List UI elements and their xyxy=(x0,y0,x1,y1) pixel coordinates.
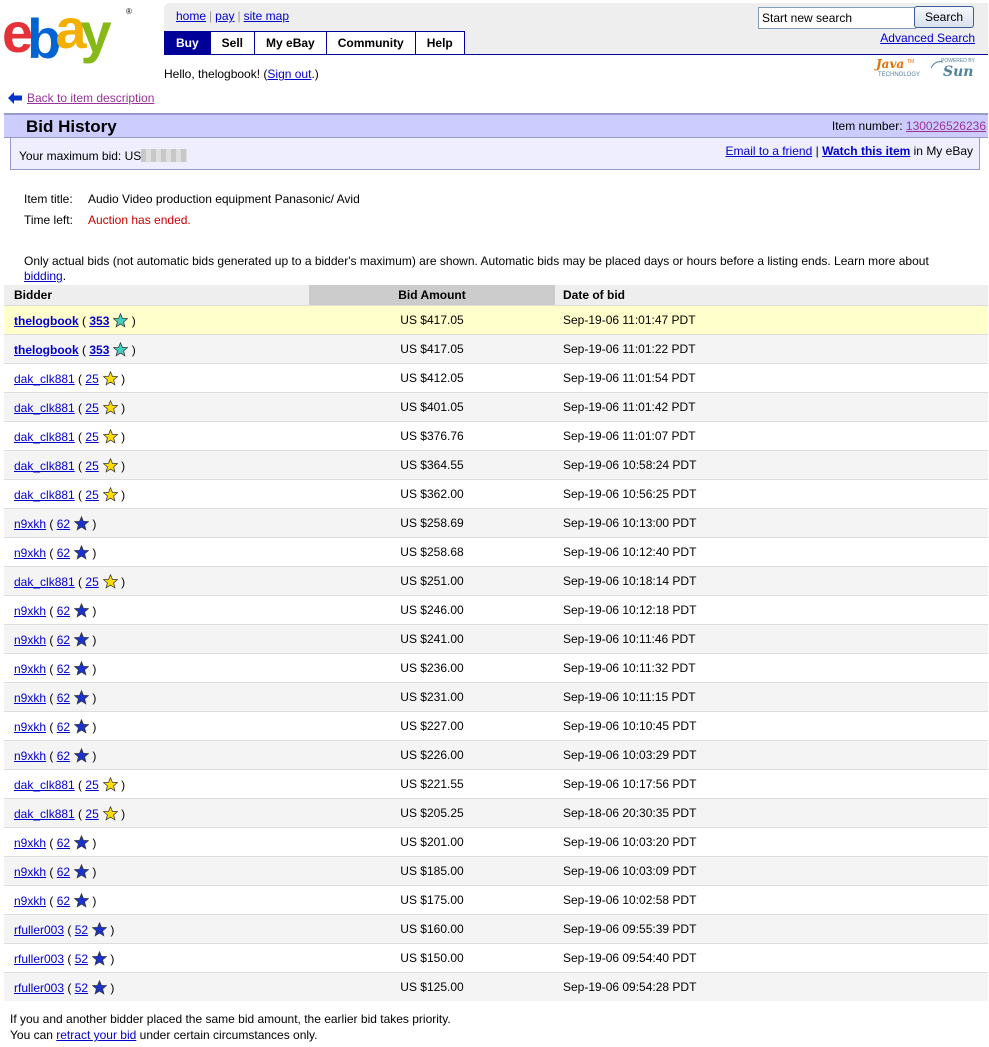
max-bid xyxy=(19,149,187,163)
feedback-star-icon[interactable] xyxy=(74,516,89,531)
bidder-cell: n9xkh ( 62 ) xyxy=(4,712,309,741)
table-row xyxy=(4,509,988,538)
feedback-star-icon[interactable] xyxy=(74,719,89,734)
feedback-star-icon[interactable] xyxy=(74,545,89,560)
bidder-link[interactable]: dak_clk881 xyxy=(14,429,75,444)
max-bid-label: Your maximum bid: US xyxy=(19,149,142,163)
tab-help[interactable]: Help xyxy=(415,31,465,54)
item-actions xyxy=(726,144,973,158)
bid-amount-cell: US $221.55 xyxy=(309,770,555,799)
table-row xyxy=(4,886,988,915)
item-info xyxy=(24,192,360,234)
bids-note xyxy=(24,254,959,284)
table-row xyxy=(4,335,988,364)
advanced-search-link[interactable]: Advanced Search xyxy=(880,31,975,45)
bid-history-table xyxy=(4,285,988,1001)
feedback-star-icon[interactable] xyxy=(103,487,118,502)
bid-amount-cell: US $185.00 xyxy=(309,857,555,886)
feedback-star-icon[interactable] xyxy=(103,458,118,473)
bidder-link[interactable]: n9xkh xyxy=(14,835,47,850)
bid-amount-cell: US $201.00 xyxy=(309,828,555,857)
svg-text:TECHNOLOGY: TECHNOLOGY xyxy=(878,72,921,78)
search-button[interactable]: Search xyxy=(914,6,974,28)
bid-date-cell: Sep-19-06 11:01:42 PDT xyxy=(555,393,988,422)
feedback-star-icon[interactable] xyxy=(103,371,118,386)
item-number xyxy=(832,119,986,133)
feedback-score-link[interactable]: 353 xyxy=(89,313,110,328)
bidder-link[interactable]: n9xkh xyxy=(14,893,47,908)
bid-date-cell: Sep-19-06 11:01:07 PDT xyxy=(555,422,988,451)
bid-amount-cell: US $150.00 xyxy=(309,944,555,973)
bidder-cell: thelogbook ( 353 ) xyxy=(4,335,309,364)
time-left-value: Auction has ended. xyxy=(88,213,191,227)
bid-amount-cell: US $401.05 xyxy=(309,393,555,422)
sun-logo xyxy=(929,56,989,80)
greeting xyxy=(164,67,319,81)
bidder-cell: n9xkh ( 62 ) xyxy=(4,625,309,654)
table-row xyxy=(4,915,988,944)
feedback-star-icon[interactable] xyxy=(74,603,89,618)
bidder-link[interactable]: dak_clk881 xyxy=(14,574,75,589)
bidding-link[interactable]: bidding xyxy=(24,269,63,283)
bidder-cell: dak_clk881 ( 25 ) xyxy=(4,799,309,828)
bid-amount-cell: US $227.00 xyxy=(309,712,555,741)
table-row xyxy=(4,683,988,712)
bid-amount-cell: US $258.68 xyxy=(309,538,555,567)
bidder-cell: n9xkh ( 62 ) xyxy=(4,509,309,538)
bid-date-cell: Sep-19-06 10:18:14 PDT xyxy=(555,567,988,596)
retract-prefix: You can xyxy=(10,1028,57,1042)
bidder-cell: rfuller003 ( 52 ) xyxy=(4,915,309,944)
main-tabs xyxy=(164,31,464,54)
retract-note xyxy=(10,1027,451,1043)
bid-date-cell: Sep-19-06 11:01:47 PDT xyxy=(555,306,988,335)
table-row xyxy=(4,828,988,857)
bidder-column-header: Bidder xyxy=(4,285,309,306)
bid-amount-cell: US $362.00 xyxy=(309,480,555,509)
bid-amount-cell: US $417.05 xyxy=(309,306,555,335)
feedback-score-link[interactable]: 25 xyxy=(85,458,99,473)
feedback-score-link[interactable]: 62 xyxy=(56,719,71,734)
table-row xyxy=(4,451,988,480)
feedback-score-link[interactable]: 25 xyxy=(85,429,99,444)
bidder-cell: dak_clk881 ( 25 ) xyxy=(4,567,309,596)
bidder-link[interactable]: dak_clk881 xyxy=(14,400,75,415)
max-bid-box xyxy=(10,137,980,170)
bidder-cell: rfuller003 ( 52 ) xyxy=(4,973,309,1002)
link-separator: | xyxy=(815,144,819,158)
bid-amount-cell: US $231.00 xyxy=(309,683,555,712)
bidder-link[interactable]: dak_clk881 xyxy=(14,487,75,502)
bid-amount-cell: US $205.25 xyxy=(309,799,555,828)
feedback-score-link[interactable]: 62 xyxy=(56,661,71,676)
time-left-label: Time left: xyxy=(24,213,73,227)
top-links xyxy=(176,9,289,23)
bidder-link[interactable]: n9xkh xyxy=(14,661,47,676)
feedback-star-icon[interactable] xyxy=(103,429,118,444)
bid-amount-cell: US $258.69 xyxy=(309,509,555,538)
bid-date-cell: Sep-19-06 10:03:20 PDT xyxy=(555,828,988,857)
table-row xyxy=(4,741,988,770)
table-row xyxy=(4,654,988,683)
bidder-link[interactable]: n9xkh xyxy=(14,603,47,618)
bid-amount-cell: US $251.00 xyxy=(309,567,555,596)
feedback-score-link[interactable]: 52 xyxy=(74,951,89,966)
bids-note-end: . xyxy=(62,269,67,283)
bid-date-cell: Sep-19-06 10:58:24 PDT xyxy=(555,451,988,480)
svg-text:®: ® xyxy=(126,7,132,16)
watch-item-link[interactable]: Watch this item xyxy=(822,144,911,158)
feedback-score-link[interactable]: 62 xyxy=(56,864,71,879)
feedback-score-link[interactable]: 62 xyxy=(56,835,71,850)
feedback-score-link[interactable]: 25 xyxy=(85,777,99,792)
site-map-link[interactable]: site map xyxy=(243,9,289,23)
table-row xyxy=(4,393,988,422)
time-left-row xyxy=(24,213,360,234)
footer-note xyxy=(10,1011,451,1043)
page-title: Bid History xyxy=(26,117,117,136)
link-separator: | xyxy=(209,9,213,23)
svg-text:TM: TM xyxy=(907,59,915,65)
bid-amount-cell: US $125.00 xyxy=(309,973,555,1002)
bidder-cell: dak_clk881 ( 25 ) xyxy=(4,770,309,799)
feedback-score-link[interactable]: 62 xyxy=(56,516,71,531)
bidder-link[interactable]: n9xkh xyxy=(14,632,47,647)
bidder-cell: n9xkh ( 62 ) xyxy=(4,683,309,712)
bid-amount-cell: US $246.00 xyxy=(309,596,555,625)
home-link[interactable]: home xyxy=(176,9,207,23)
bidder-link[interactable]: n9xkh xyxy=(14,516,47,531)
bidder-link[interactable]: thelogbook xyxy=(14,313,79,328)
bid-date-cell: Sep-19-06 10:56:25 PDT xyxy=(555,480,988,509)
feedback-score-link[interactable]: 25 xyxy=(85,806,99,821)
feedback-star-icon[interactable] xyxy=(103,777,118,792)
bid-date-cell: Sep-19-06 10:12:40 PDT xyxy=(555,538,988,567)
table-row xyxy=(4,422,988,451)
feedback-star-icon[interactable] xyxy=(92,922,107,937)
bid-amount-cell: US $160.00 xyxy=(309,915,555,944)
table-row xyxy=(4,567,988,596)
bidder-link[interactable]: dak_clk881 xyxy=(14,458,75,473)
bidder-link[interactable]: rfuller003 xyxy=(14,922,65,937)
feedback-score-link[interactable]: 25 xyxy=(85,574,99,589)
item-title-value: Audio Video production equipment Panasonic/ Avid xyxy=(88,192,360,206)
table-row xyxy=(4,712,988,741)
sign-out-link[interactable]: Sign out xyxy=(267,67,312,81)
feedback-score-link[interactable]: 62 xyxy=(56,690,71,705)
feedback-star-icon[interactable] xyxy=(113,313,128,328)
svg-text:ebay: ebay xyxy=(2,2,106,64)
feedback-score-link[interactable]: 62 xyxy=(56,748,71,763)
feedback-star-icon[interactable] xyxy=(74,893,89,908)
back-to-item-link[interactable]: Back to item description xyxy=(27,91,155,105)
bid-amount-cell: US $226.00 xyxy=(309,741,555,770)
feedback-star-icon[interactable] xyxy=(74,690,89,705)
bidder-link[interactable]: n9xkh xyxy=(14,748,47,763)
bidder-link[interactable]: n9xkh xyxy=(14,545,47,560)
bidder-cell: dak_clk881 ( 25 ) xyxy=(4,480,309,509)
feedback-star-icon[interactable] xyxy=(103,806,118,821)
bidder-link[interactable]: n9xkh xyxy=(14,719,47,734)
bid-date-cell: Sep-19-06 10:11:15 PDT xyxy=(555,683,988,712)
priority-note: If you and another bidder placed the same bid amount, the earlier bid takes priority. xyxy=(10,1012,451,1026)
bidder-link[interactable]: dak_clk881 xyxy=(14,777,75,792)
feedback-star-icon[interactable] xyxy=(74,748,89,763)
svg-text:Sun: Sun xyxy=(943,64,974,80)
bidder-cell: rfuller003 ( 52 ) xyxy=(4,944,309,973)
bid-date-cell: Sep-19-06 10:13:00 PDT xyxy=(555,509,988,538)
bid-amount-cell: US $364.55 xyxy=(309,451,555,480)
table-row xyxy=(4,480,988,509)
feedback-score-link[interactable]: 62 xyxy=(56,632,71,647)
bid-date-cell: Sep-19-06 10:11:32 PDT xyxy=(555,654,988,683)
feedback-star-icon[interactable] xyxy=(113,342,128,357)
retract-bid-link[interactable]: retract your bid xyxy=(56,1028,137,1042)
table-row xyxy=(4,857,988,886)
bidder-cell: dak_clk881 ( 25 ) xyxy=(4,422,309,451)
bidder-cell: n9xkh ( 62 ) xyxy=(4,538,309,567)
bids-note-text: Only actual bids (not automatic bids generated up to a bidder's maximum) are shown. Automatic bids may be placed days or hours before a listing ends. Learn more about xyxy=(24,254,929,268)
table-row xyxy=(4,973,988,1002)
feedback-star-icon[interactable] xyxy=(92,980,107,995)
bidder-cell: n9xkh ( 62 ) xyxy=(4,654,309,683)
svg-text:POWERED BY: POWERED BY xyxy=(941,58,975,64)
bid-date-cell: Sep-19-06 11:01:54 PDT xyxy=(555,364,988,393)
bid-date-cell: Sep-19-06 10:10:45 PDT xyxy=(555,712,988,741)
bid-date-cell: Sep-19-06 10:17:56 PDT xyxy=(555,770,988,799)
bid-date-cell: Sep-19-06 09:55:39 PDT xyxy=(555,915,988,944)
in-my-ebay-text: in My eBay xyxy=(913,144,973,158)
item-title-label: Item title: xyxy=(24,192,73,206)
table-row xyxy=(4,538,988,567)
svg-text:Java: Java xyxy=(876,57,905,71)
bidder-cell: n9xkh ( 62 ) xyxy=(4,857,309,886)
java-logo xyxy=(872,56,928,78)
bid-date-cell: Sep-19-06 09:54:40 PDT xyxy=(555,944,988,973)
item-title-row xyxy=(24,192,360,213)
feedback-star-icon[interactable] xyxy=(103,574,118,589)
retract-suffix: under certain circumstances only. xyxy=(136,1028,318,1042)
bid-date-cell: Sep-19-06 10:11:46 PDT xyxy=(555,625,988,654)
bid-amount-cell: US $175.00 xyxy=(309,886,555,915)
feedback-star-icon[interactable] xyxy=(92,951,107,966)
ebay-logo[interactable] xyxy=(2,2,137,64)
bid-amount-cell: US $241.00 xyxy=(309,625,555,654)
email-friend-link[interactable]: Email to a friend xyxy=(725,144,813,158)
feedback-star-icon[interactable] xyxy=(74,835,89,850)
table-row xyxy=(4,944,988,973)
table-row xyxy=(4,799,988,828)
feedback-star-icon[interactable] xyxy=(74,864,89,879)
greeting-text: Hello, thelogbook! ( xyxy=(164,67,268,81)
table-row xyxy=(4,625,988,654)
feedback-score-link[interactable]: 25 xyxy=(85,487,99,502)
table-header-row xyxy=(4,285,988,306)
bidder-cell: n9xkh ( 62 ) xyxy=(4,886,309,915)
table-row xyxy=(4,596,988,625)
tab-my-ebay[interactable]: My eBay xyxy=(254,31,327,54)
bid-date-cell: Sep-19-06 10:03:29 PDT xyxy=(555,741,988,770)
bid-amount-column-header: Bid Amount xyxy=(309,285,555,306)
bid-date-cell: Sep-19-06 10:02:58 PDT xyxy=(555,886,988,915)
bid-history-bar xyxy=(4,113,988,138)
bidder-cell: dak_clk881 ( 25 ) xyxy=(4,364,309,393)
date-column-header: Date of bid xyxy=(555,285,988,306)
feedback-score-link[interactable]: 62 xyxy=(56,545,71,560)
bidder-cell: thelogbook ( 353 ) xyxy=(4,306,309,335)
tab-community[interactable]: Community xyxy=(326,31,416,54)
tab-buy[interactable]: Buy xyxy=(164,31,211,54)
bid-date-cell: Sep-19-06 11:01:22 PDT xyxy=(555,335,988,364)
bidder-cell: n9xkh ( 62 ) xyxy=(4,741,309,770)
bidder-link[interactable]: n9xkh xyxy=(14,864,47,879)
bidder-link[interactable]: n9xkh xyxy=(14,690,47,705)
bidder-link[interactable]: dak_clk881 xyxy=(14,371,75,386)
bidder-link[interactable]: dak_clk881 xyxy=(14,806,75,821)
greeting-end: .) xyxy=(311,67,319,81)
bidder-link[interactable]: rfuller003 xyxy=(14,980,65,995)
bid-amount-cell: US $412.05 xyxy=(309,364,555,393)
feedback-star-icon[interactable] xyxy=(74,632,89,647)
table-row xyxy=(4,306,988,335)
redacted-bid-value xyxy=(141,149,187,162)
feedback-score-link[interactable]: 25 xyxy=(85,371,99,386)
table-row xyxy=(4,770,988,799)
bidder-link[interactable]: thelogbook xyxy=(14,342,79,357)
back-arrow-icon[interactable] xyxy=(8,92,22,104)
feedback-score-link[interactable]: 25 xyxy=(85,400,99,415)
bidder-cell: dak_clk881 ( 25 ) xyxy=(4,393,309,422)
bidder-cell: dak_clk881 ( 25 ) xyxy=(4,451,309,480)
feedback-score-link[interactable]: 353 xyxy=(89,342,110,357)
bid-amount-cell: US $417.05 xyxy=(309,335,555,364)
item-number-label: Item number: xyxy=(831,119,903,133)
table-row xyxy=(4,364,988,393)
bidder-cell: n9xkh ( 62 ) xyxy=(4,828,309,857)
bid-date-cell: Sep-18-06 20:30:35 PDT xyxy=(555,799,988,828)
item-number-link[interactable]: 130026526236 xyxy=(905,119,986,133)
search-input[interactable] xyxy=(758,7,916,29)
back-link-row xyxy=(8,91,154,105)
bid-date-cell: Sep-19-06 10:12:18 PDT xyxy=(555,596,988,625)
feedback-star-icon[interactable] xyxy=(103,400,118,415)
feedback-score-link[interactable]: 62 xyxy=(56,603,71,618)
tab-sell[interactable]: Sell xyxy=(210,31,255,54)
bid-amount-cell: US $236.00 xyxy=(309,654,555,683)
link-separator: | xyxy=(237,9,241,23)
bidder-link[interactable]: rfuller003 xyxy=(14,951,65,966)
feedback-score-link[interactable]: 52 xyxy=(74,922,89,937)
bidder-cell: n9xkh ( 62 ) xyxy=(4,596,309,625)
bid-rows xyxy=(4,306,988,1002)
feedback-score-link[interactable]: 52 xyxy=(74,980,89,995)
feedback-star-icon[interactable] xyxy=(74,661,89,676)
top-navigation-bar xyxy=(164,3,988,55)
pay-link[interactable]: pay xyxy=(215,9,235,23)
bid-date-cell: Sep-19-06 10:03:09 PDT xyxy=(555,857,988,886)
bid-date-cell: Sep-19-06 09:54:28 PDT xyxy=(555,973,988,1002)
bid-amount-cell: US $376.76 xyxy=(309,422,555,451)
feedback-score-link[interactable]: 62 xyxy=(56,893,71,908)
